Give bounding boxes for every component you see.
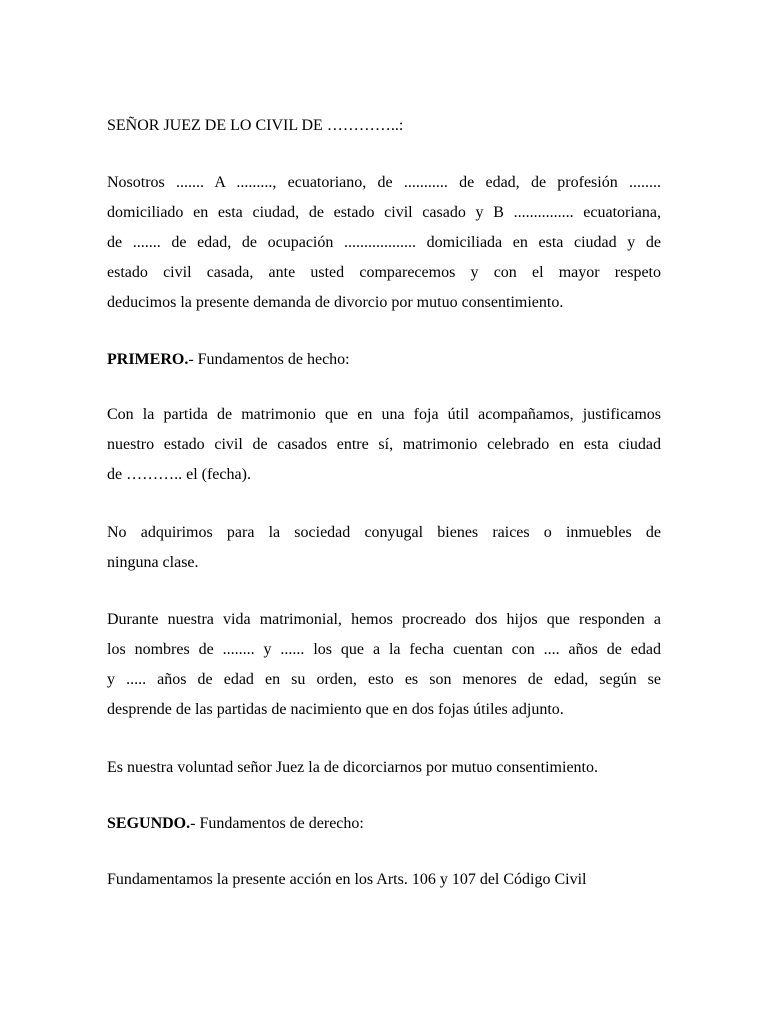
hijos-line: desprende de las partidas de nacimiento que en dos fojas útiles adjunto. bbox=[107, 701, 564, 718]
matrimonio-paragraph bbox=[107, 400, 661, 490]
matrimonio-line: nuestro estado civil de casados entre sí, matrimonio celebrado en esta ciudad bbox=[107, 436, 661, 453]
matrimonio-line: de ……….. el (fecha). bbox=[107, 466, 251, 483]
segundo-heading bbox=[107, 814, 661, 834]
document-heading: SEÑOR JUEZ DE LO CIVIL DE …………..: bbox=[107, 117, 404, 134]
bienes-line: ninguna clase. bbox=[107, 554, 199, 571]
fundamentos-paragraph: Fundamentamos la presente acción en los Arts. 106 y 107 del Código Civil bbox=[107, 871, 587, 888]
hijos-line: y ..... años de edad en su orden, esto es son menores de edad, según se bbox=[107, 671, 661, 688]
voluntad-paragraph: Es nuestra voluntad señor Juez la de dicorciarnos por mutuo consentimiento. bbox=[107, 759, 598, 776]
segundo-text: - Fundamentos de derecho: bbox=[190, 815, 364, 832]
intro-line: estado civil casada, ante usted comparecemos y con el mayor respeto bbox=[107, 264, 661, 281]
primero-text: - Fundamentos de hecho: bbox=[188, 351, 350, 368]
bienes-paragraph bbox=[107, 518, 661, 578]
bienes-line: No adquirimos para la sociedad conyugal bienes raices o inmuebles de bbox=[107, 524, 661, 541]
intro-line: de ....... de edad, de ocupación .................. domiciliada en esta ciudad y de bbox=[107, 234, 661, 251]
intro-line: domiciliado en esta ciudad, de estado civil casado y B ............... ecuatoriana, bbox=[107, 204, 661, 221]
hijos-paragraph bbox=[107, 605, 661, 725]
hijos-line: los nombres de ........ y ...... los que a la fecha cuentan con .... años de edad bbox=[107, 641, 661, 658]
primero-heading bbox=[107, 350, 661, 370]
segundo-label: SEGUNDO. bbox=[107, 815, 191, 832]
hijos-line: Durante nuestra vida matrimonial, hemos procreado dos hijos que responden a bbox=[107, 611, 661, 628]
intro-paragraph bbox=[107, 168, 661, 318]
intro-line: Nosotros ....... A ........., ecuatoriano, de ........... de edad, de profesión ........ bbox=[107, 174, 661, 191]
intro-line: deducimos la presente demanda de divorcio por mutuo consentimiento. bbox=[107, 294, 564, 311]
matrimonio-line: Con la partida de matrimonio que en una foja útil acompañamos, justificamos bbox=[107, 406, 661, 423]
primero-label: PRIMERO. bbox=[107, 351, 189, 368]
